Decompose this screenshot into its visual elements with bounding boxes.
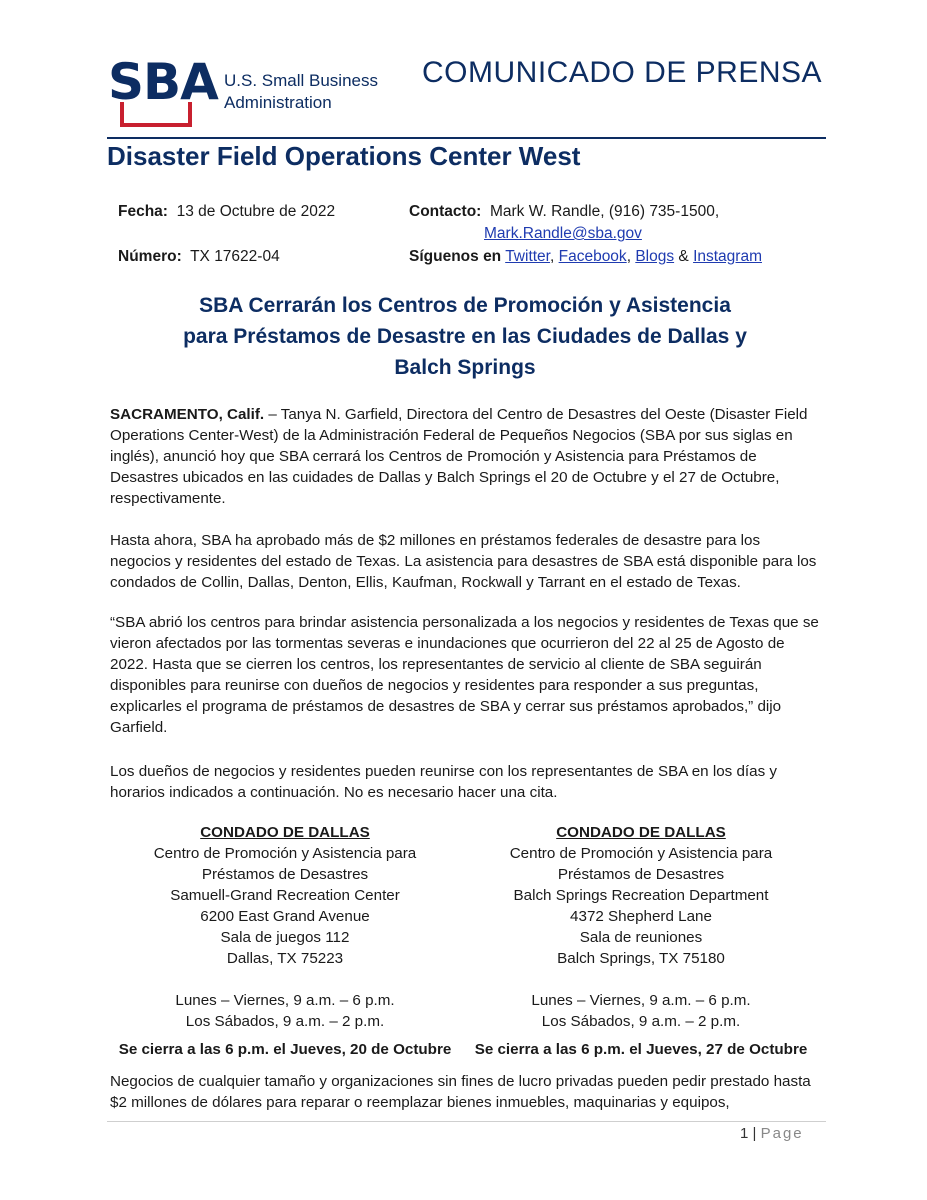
location-dallas	[110, 822, 460, 1032]
headline-line-1: SBA Cerrarán los Centros de Promoción y Asistencia	[199, 294, 731, 317]
page-footer	[740, 1125, 804, 1142]
location-county: CONDADO DE DALLAS	[556, 824, 726, 841]
contacto-row	[409, 201, 719, 223]
footer-divider	[107, 1121, 826, 1122]
agency-line-1: U.S. Small Business	[224, 71, 378, 90]
location-hours-weekday: Lunes – Viernes, 9 a.m. – 6 p.m.	[175, 992, 395, 1009]
blogs-link[interactable]: Blogs	[635, 248, 675, 265]
location-center-line-2: Préstamos de Desastres	[201, 866, 369, 883]
location-county: CONDADO DE DALLAS	[200, 824, 370, 841]
numero-label: Número:	[118, 248, 182, 265]
document-type-title: COMUNICADO DE PRENSA	[422, 56, 823, 89]
fecha-label: Fecha:	[118, 203, 168, 220]
location-hours-weekday: Lunes – Viernes, 9 a.m. – 6 p.m.	[531, 992, 751, 1009]
location-venue: Balch Springs Recreation Department	[513, 887, 769, 904]
fecha-value: 13 de Octubre de 2022	[176, 203, 336, 220]
headline-line-3: Balch Springs	[394, 356, 536, 379]
paragraph-1-text: – Tanya N. Garfield, Directora del Centro de Desastres del Oeste (Disaster Field Operations Center-West) de la Administración Federal de Pequeños Negocios (SBA por sus siglas en inglés), anunció hoy que SBA cerrará los Centros de Promoción y Asistencia para Préstamos de Desastres ubicados en las cuidades de Dallas y Balch Springs el 20 de Octubre y el 27 de Octubre, respectivamente.	[110, 406, 808, 507]
page-label: Page	[760, 1125, 804, 1142]
location-balch-springs	[466, 822, 816, 1032]
siguenos-label: Síguenos en	[409, 248, 502, 265]
header-divider	[107, 137, 826, 139]
location-city: Balch Springs, TX 75180	[557, 950, 725, 967]
location-street: 4372 Shepherd Lane	[570, 908, 712, 925]
twitter-link[interactable]: Twitter	[505, 248, 550, 265]
location-room: Sala de juegos 112	[220, 929, 350, 946]
fecha-row	[118, 201, 335, 223]
contacto-email-row	[484, 223, 642, 245]
contacto-email-link[interactable]: Mark.Randle@sba.gov	[484, 225, 642, 242]
contacto-value: Mark W. Randle, (916) 735-1500,	[489, 203, 720, 220]
location-center-line-1: Centro de Promoción y Asistencia para	[509, 845, 773, 862]
location-dallas-closing: Se cierra a las 6 p.m. el Jueves, 20 de Octubre	[118, 1041, 452, 1058]
page-number: 1	[740, 1125, 749, 1142]
ampersand: &	[678, 248, 689, 265]
sba-logo-frame-icon	[120, 100, 196, 128]
agency-line-2: Administration	[224, 93, 332, 112]
location-room: Sala de reuniones	[579, 929, 703, 946]
sba-logo-letters: SBA	[108, 53, 218, 111]
instagram-link[interactable]: Instagram	[693, 248, 762, 265]
numero-value: TX 17622-04	[190, 248, 280, 265]
numero-row	[118, 246, 280, 268]
facebook-link[interactable]: Facebook	[558, 248, 627, 265]
location-hours-saturday: Los Sábados, 9 a.m. – 2 p.m.	[541, 1013, 741, 1030]
sba-logo	[108, 52, 218, 130]
headline	[120, 290, 810, 383]
location-hours-saturday: Los Sábados, 9 a.m. – 2 p.m.	[185, 1013, 385, 1030]
paragraph-2: Hasta ahora, SBA ha aprobado más de $2 millones en préstamos federales de desastre para los negocios y residentes del estado de Texas. La asistencia para desastres de SBA está disponible para los condados de Collin, Dallas, Denton, Ellis, Kaufman, Rockwall y Tarrant en el estado de Texas.	[110, 532, 817, 591]
page-separator: |	[752, 1125, 757, 1142]
siguenos-row: Síguenos en Twitter, Facebook, Blogs & Instagram	[409, 248, 762, 265]
location-center-line-1: Centro de Promoción y Asistencia para	[153, 845, 417, 862]
location-center-line-2: Préstamos de Desastres	[557, 866, 725, 883]
location-balch-springs-closing: Se cierra a las 6 p.m. el Jueves, 27 de Octubre	[474, 1041, 808, 1058]
headline-line-2: para Préstamos de Desastre en las Ciudades de Dallas y	[183, 325, 747, 348]
agency-name	[224, 70, 378, 114]
office-title: Disaster Field Operations Center West	[107, 141, 581, 171]
location-city: Dallas, TX 75223	[226, 950, 344, 967]
dateline: SACRAMENTO, Calif.	[110, 406, 265, 423]
paragraph-5: Negocios de cualquier tamaño y organizaciones sin fines de lucro privadas pueden pedir prestado hasta $2 millones de dólares para reparar o reemplazar bienes inmuebles, maquinarias y equipos,	[110, 1073, 811, 1111]
paragraph-4: Los dueños de negocios y residentes pueden reunirse con los representantes de SBA en los días y horarios indicados a continuación. No es necesario hacer una cita.	[110, 763, 777, 801]
location-street: 6200 East Grand Avenue	[200, 908, 370, 925]
paragraph-3: “SBA abrió los centros para brindar asistencia personalizada a los negocios y residentes de Texas que se vieron afectados por las tormentas severas e inundaciones que ocurrieron del 22 al 25 de Agosto de 2022. Hasta que se cierren los centros, los representantes de servicio al cliente de SBA seguirán disponibles para reunirse con dueños de negocios y residentes para responder a sus preguntas, explicarles el programa de préstamos de desastres de SBA y cerrar sus préstamos aprobados,” dijo Garfield.	[110, 614, 819, 736]
paragraph-1	[110, 404, 820, 509]
location-venue: Samuell-Grand Recreation Center	[170, 887, 400, 904]
contacto-label: Contacto:	[409, 203, 482, 220]
